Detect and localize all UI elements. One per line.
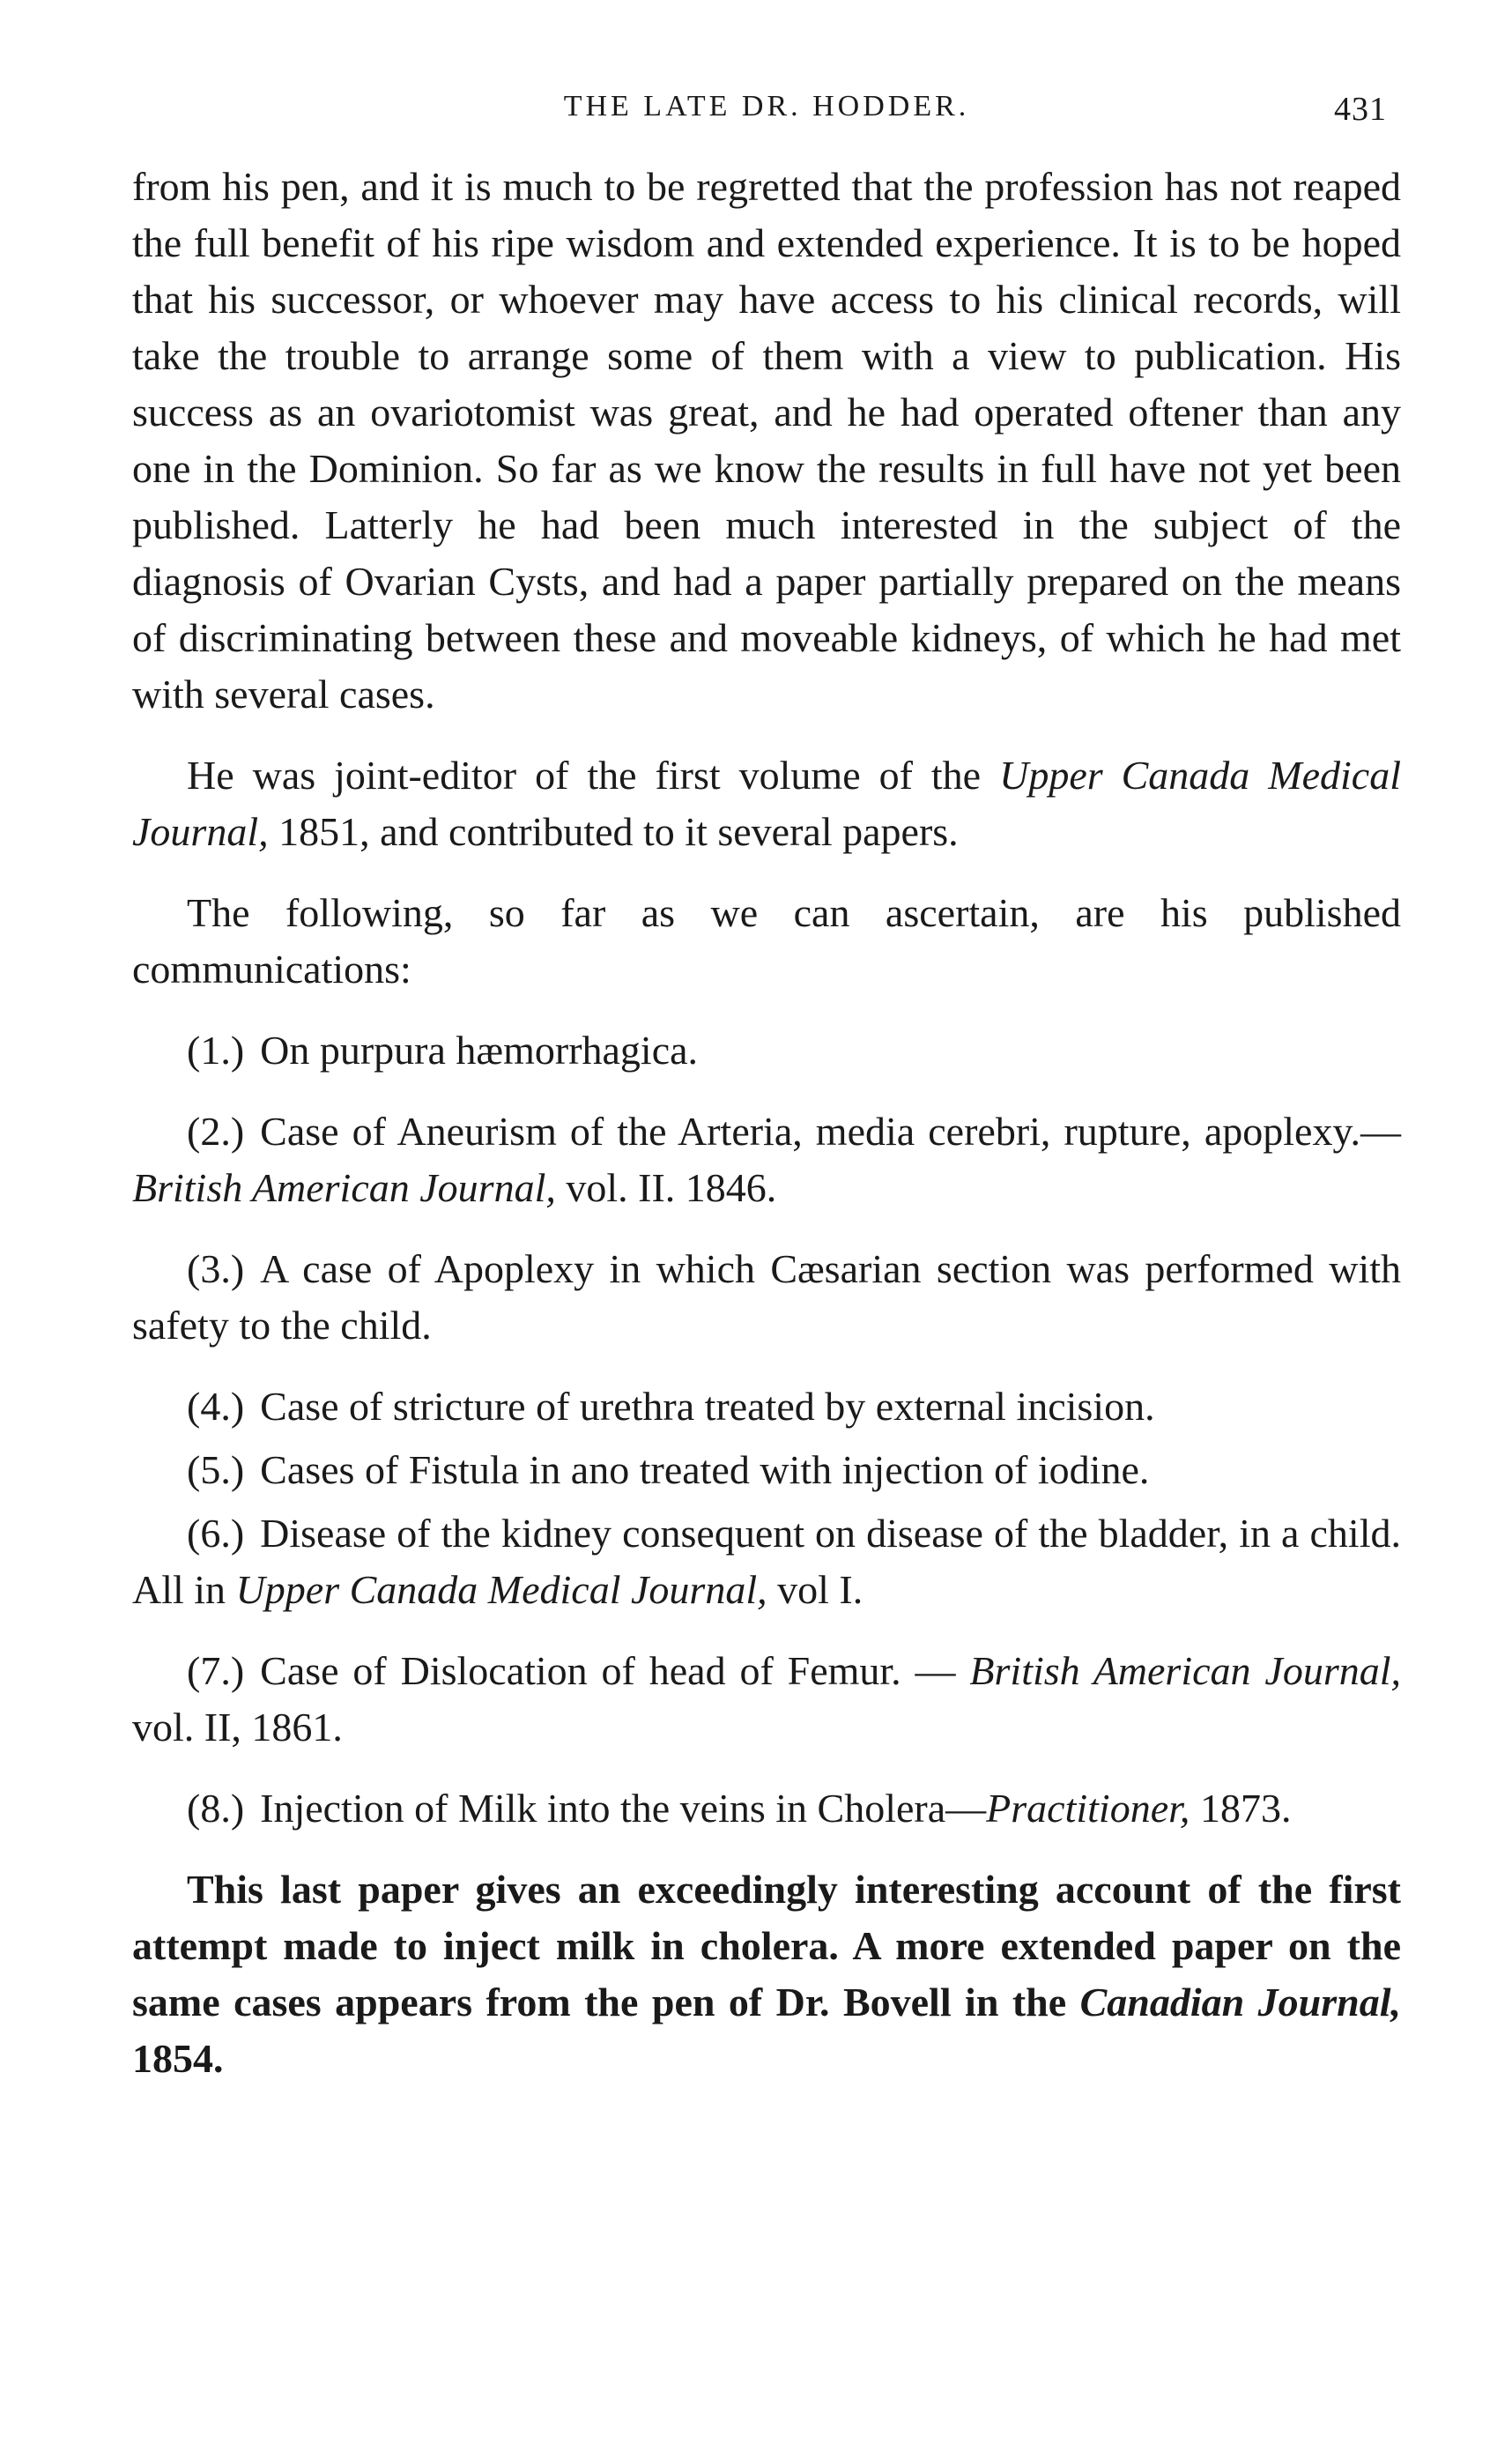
list-number: (3.) [187,1246,245,1291]
list-text-tail: vol. II. 1846. [555,1165,777,1210]
list-text-tail: vol I. [767,1567,863,1612]
paragraph-text: 1854. [132,2036,224,2081]
list-text: Injection of Milk into the veins in Cholera— [260,1786,987,1831]
journal-title: Canadian Journal, [1079,1980,1401,2024]
paragraph-publications-intro: The following, so far as we can ascertain, are his published communications: [132,890,1401,992]
list-number: (2.) [187,1109,245,1154]
journal-title: Upper Canada Medical Journal, [132,753,1401,854]
list-number: (1.) [187,1028,245,1073]
list-text: Cases of Fistula in ano treated with injection of iodine. [260,1447,1150,1492]
list-item-8 [132,1780,1401,1837]
list-item-2 [132,1103,1401,1216]
running-title: THE LATE DR. HODDER. [563,90,970,123]
list-text: Case of Dislocation of head of Femur. — [260,1648,970,1693]
paragraph-joint-editor [132,747,1401,860]
list-text: A case of Apoplexy in which Cæsarian section was performed with safety to the child. [132,1246,1401,1348]
list-number: (4.) [187,1384,245,1429]
paragraph-text: This last paper gives an exceedingly interesting account of the first attempt made to inject milk in cholera. A more extended paper on the same cases appears from the pen of Dr. Bovell in the [132,1867,1401,2024]
running-head [132,90,1401,143]
list-number: (8.) [187,1786,245,1831]
paragraph-closing [132,1861,1401,2087]
list-item-3 [132,1241,1401,1354]
list-item-7 [132,1643,1401,1756]
list-number: (7.) [187,1648,245,1693]
paragraph-text: 1851, and contributed to it several papers. [268,809,959,854]
list-text-tail: vol. II, 1861. [132,1705,343,1750]
list-text: Case of Aneurism of the Arteria, media cerebri, rupture, apoplexy.— [260,1109,1401,1154]
list-text: Case of stricture of urethra treated by external incision. [260,1384,1155,1429]
journal-title: Upper Canada Medical Journal, [235,1567,767,1612]
page-number: 431 [1334,91,1387,128]
journal-title: British American Journal, [969,1648,1401,1693]
paragraph-text: He was joint-editor of the first volume of the [187,753,1000,798]
list-item-6 [132,1505,1401,1618]
list-text-tail: 1873. [1190,1786,1292,1831]
list-item-5 [132,1442,1401,1498]
journal-title: British American Journal, [132,1165,556,1210]
list-number: (6.) [187,1511,245,1556]
list-text: Disease of the kidney consequent on disease of the bladder, in a child. All in [132,1511,1401,1612]
journal-title: Practitioner, [986,1786,1190,1831]
body-text [132,159,1401,2087]
list-text: On purpura hæmorrhagica. [260,1028,699,1073]
paragraph-intro: from his pen, and it is much to be regretted that the profession has not reaped the full benefit of his ripe wisdom and extended experience. It is to be hoped that his successor, or whoever may have access to his clinical records, will take the trouble to arrange some of them with a view to publication. His success as an ovariotomist was great, and he had operated oftener than any one in the Dominion. So far as we know the results in full have not yet been published. Latterly he had been much interested in the subject of the diagnosis of Ovarian Cysts, and had a paper partially prepared on the means of discriminating between these and moveable kidneys, of which he had met with several cases. [132,164,1401,717]
list-item-1 [132,1022,1401,1079]
list-item-4 [132,1378,1401,1435]
list-number: (5.) [187,1447,245,1492]
